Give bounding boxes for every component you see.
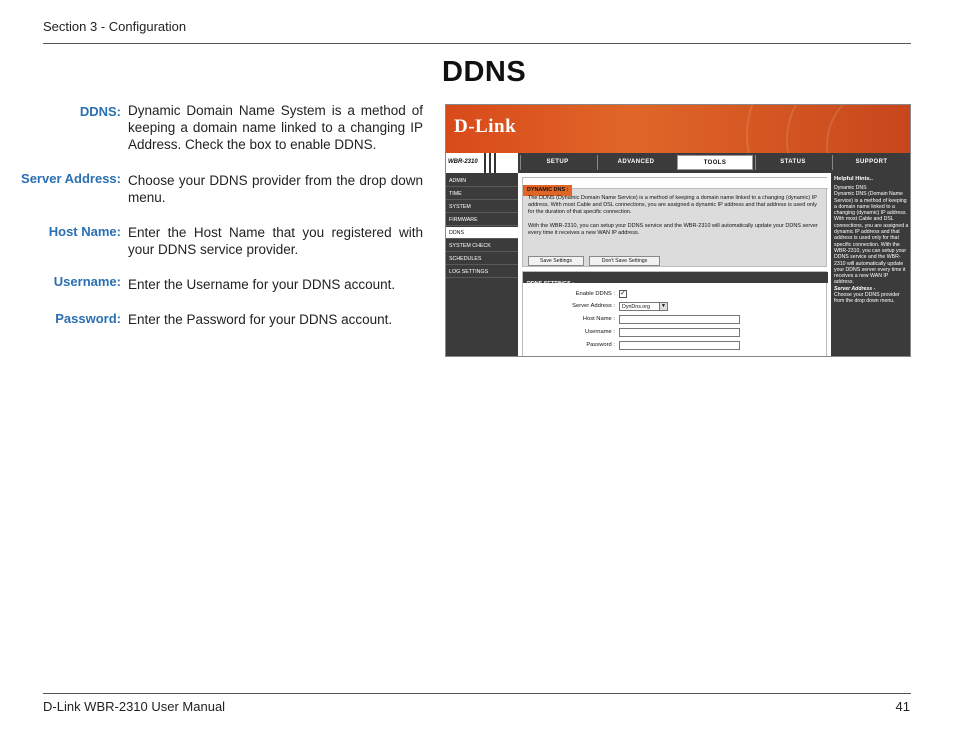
nav-time[interactable]: TIME — [446, 188, 518, 200]
term-ddns: DDNS: — [79, 104, 121, 119]
dont-save-settings-button[interactable]: Don't Save Settings — [589, 256, 660, 266]
host-name-label: Host Name : — [582, 316, 615, 322]
term-server-address: Server Address: — [21, 171, 121, 186]
router-banner — [446, 105, 911, 153]
hint-text-b: Choose your DDNS provider from the drop down menu. — [834, 292, 900, 305]
nav-system[interactable]: SYSTEM — [446, 201, 518, 213]
desc-ddns: Dynamic Domain Name System is a method of keeping a domain name linked to a changing IP Address. Check the box to enable DDNS. — [128, 103, 423, 152]
helpful-hints-panel — [831, 173, 911, 357]
helpful-hints-title: Helpful Hints.. — [834, 176, 873, 182]
page-title: DDNS — [442, 56, 527, 88]
desc-host-name: Enter the Host Name that you registered with your DDNS service provider. — [128, 225, 423, 257]
hint-server-term: Server Address - — [834, 285, 876, 292]
tab-tools[interactable]: TOOLS — [677, 155, 753, 170]
term-username: Username: — [53, 274, 121, 289]
tab-advanced[interactable]: ADVANCED — [597, 155, 674, 170]
dynamic-dns-paragraph-1: The DDNS (Dynamic Domain Name Service) is a method of keeping a domain name linked to a changing (dynamic) IP address. With most Cable and DSL connections, you are assigned a dynamic IP address and that address is used only for the duration of that specific connection. — [528, 195, 817, 215]
server-address-value: DynDns.org — [622, 304, 650, 310]
dynamic-dns-paragraph-2: With the WBR-2310, you can setup your DDNS service and the WBR-2310 will automatically update your DDNS server every time it receives a new WAN IP address. — [528, 223, 818, 236]
ddns-settings-title: DDNS SETTINGS : — [527, 281, 575, 287]
dynamic-dns-title-bar — [523, 178, 828, 193]
server-address-label: Server Address : — [572, 303, 615, 309]
nav-schedules[interactable]: SCHEDULES — [446, 253, 518, 265]
hint-text-a: Dynamic DNS Dynamic DNS (Domain Name Service) is a method of keeping a domain name linked to a changing (dynamic) IP address. With most Cable and DSL connections, you are assigned a dynamic IP address and that address is used only for that specific connection. With the WBR-2310, you can setup your DDNS service and the WBR-2310 will automatically update your DDNS server every time it receives a new WAN IP address. — [834, 185, 909, 286]
tab-status[interactable]: STATUS — [755, 155, 830, 170]
chevron-down-icon[interactable]: ▼ — [659, 303, 667, 310]
save-settings-button[interactable]: Save Settings — [528, 256, 584, 266]
nav-log-settings[interactable]: LOG SETTINGS — [446, 266, 518, 278]
nav-ddns[interactable]: DDNS — [446, 227, 518, 239]
footer-manual-title: D-Link WBR-2310 User Manual — [43, 699, 226, 714]
nav-admin[interactable]: ADMIN — [446, 175, 518, 187]
term-password: Password: — [55, 311, 121, 326]
model-decoration — [484, 153, 486, 173]
model-label — [446, 153, 518, 173]
dlink-logo: D-Link — [454, 116, 517, 137]
model-decoration — [489, 153, 491, 173]
footer-page-number: 41 — [895, 699, 910, 714]
content-area — [518, 173, 831, 357]
host-name-input[interactable] — [619, 315, 740, 324]
dynamic-dns-title: DYNAMIC DNS : — [523, 185, 572, 196]
desc-server-address: Choose your DDNS provider from the drop down menu. — [128, 173, 423, 205]
tab-setup[interactable]: SETUP — [520, 155, 594, 170]
password-label: Password : — [586, 342, 615, 348]
section-header: Section 3 - Configuration — [43, 19, 187, 34]
banner-decoration — [826, 105, 911, 153]
model-decoration — [494, 153, 496, 173]
model-name: WBR-2310 — [448, 159, 478, 165]
ddns-settings-panel — [522, 271, 827, 357]
nav-firmware[interactable]: FIRMWARE — [446, 214, 518, 226]
desc-username: Enter the Username for your DDNS account. — [128, 277, 396, 292]
tab-support[interactable]: SUPPORT — [832, 155, 910, 170]
nav-system-check[interactable]: SYSTEM CHECK — [446, 240, 518, 252]
username-label: Username : — [585, 329, 615, 335]
enable-ddns-checkbox[interactable]: ✓ — [620, 290, 626, 297]
username-input[interactable] — [619, 328, 740, 337]
enable-ddns-label: Enable DDNS : — [575, 291, 615, 297]
server-address-select[interactable] — [619, 302, 668, 311]
footer-rule — [43, 693, 911, 694]
left-nav — [446, 173, 518, 357]
term-host-name: Host Name: — [48, 224, 121, 239]
router-screenshot — [445, 104, 911, 357]
desc-password: Enter the Password for your DDNS account. — [128, 312, 393, 327]
helpful-hints-text — [834, 185, 909, 305]
password-input[interactable] — [619, 341, 740, 350]
header-rule — [43, 43, 911, 44]
ddns-settings-title-bar — [523, 272, 828, 287]
dynamic-dns-panel — [522, 177, 827, 267]
